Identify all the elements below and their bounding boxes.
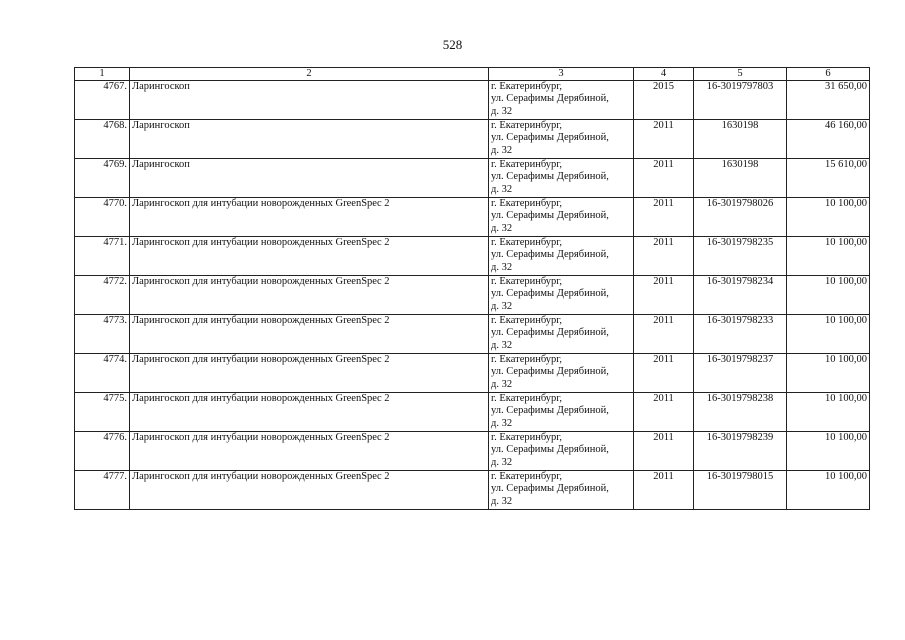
item-year: 2011 <box>634 159 694 198</box>
table-row <box>75 354 870 393</box>
item-address <box>489 198 634 237</box>
item-address <box>489 471 634 510</box>
inventory-number: 1630198 <box>694 120 787 159</box>
table-row <box>75 81 870 120</box>
item-address <box>489 237 634 276</box>
item-name: Ларингоскоп <box>130 81 489 120</box>
address-line: ул. Серафимы Дерябиной, <box>491 327 609 339</box>
table-body <box>75 81 870 510</box>
address-line: г. Екатеринбург, <box>491 198 563 209</box>
table-row <box>75 471 870 510</box>
item-year: 2011 <box>634 198 694 237</box>
address-line: ул. Серафимы Дерябиной, <box>491 249 609 261</box>
inventory-number: 16-3019798237 <box>694 354 787 393</box>
address-line: г. Екатеринбург, <box>491 120 563 131</box>
item-address <box>489 276 634 315</box>
inventory-number: 16-3019798233 <box>694 315 787 354</box>
table-row <box>75 120 870 159</box>
row-number: 4777. <box>75 471 130 510</box>
inventory-number: 16-3019798235 <box>694 237 787 276</box>
address-line: г. Екатеринбург, <box>491 432 563 443</box>
address-line: ул. Серафимы Дерябиной, <box>491 483 609 495</box>
header-col-5: 5 <box>694 68 787 81</box>
item-name: Ларингоскоп <box>130 159 489 198</box>
inventory-number: 16-3019798015 <box>694 471 787 510</box>
address-line: д. 32 <box>491 183 513 195</box>
inventory-number: 16-3019798238 <box>694 393 787 432</box>
header-col-4: 4 <box>634 68 694 81</box>
table-row <box>75 393 870 432</box>
item-year: 2011 <box>634 237 694 276</box>
address-line: д. 32 <box>491 339 513 351</box>
table-row <box>75 432 870 471</box>
item-address <box>489 354 634 393</box>
address-line: д. 32 <box>491 261 513 273</box>
row-number: 4769. <box>75 159 130 198</box>
item-address <box>489 81 634 120</box>
inventory-number: 16-3019798026 <box>694 198 787 237</box>
row-number: 4773. <box>75 315 130 354</box>
item-year: 2011 <box>634 354 694 393</box>
inventory-number: 16-3019798239 <box>694 432 787 471</box>
row-number: 4776. <box>75 432 130 471</box>
item-year: 2011 <box>634 471 694 510</box>
address-line: д. 32 <box>491 222 513 234</box>
table-row <box>75 315 870 354</box>
row-number: 4770. <box>75 198 130 237</box>
address-line: д. 32 <box>491 495 513 507</box>
table-row <box>75 159 870 198</box>
item-address <box>489 120 634 159</box>
table-row <box>75 198 870 237</box>
item-name: Ларингоскоп для интубации новорожденных GreenSpec 2 <box>130 354 489 393</box>
item-cost: 10 100,00 <box>787 471 870 510</box>
address-line: д. 32 <box>491 417 513 429</box>
item-cost: 10 100,00 <box>787 354 870 393</box>
address-line: ул. Серафимы Дерябиной, <box>491 405 609 417</box>
header-col-1: 1 <box>75 68 130 81</box>
address-line: г. Екатеринбург, <box>491 237 563 248</box>
address-line: г. Екатеринбург, <box>491 393 563 404</box>
address-line: г. Екатеринбург, <box>491 276 563 287</box>
item-name: Ларингоскоп для интубации новорожденных GreenSpec 2 <box>130 237 489 276</box>
address-line: д. 32 <box>491 378 513 390</box>
header-col-2: 2 <box>130 68 489 81</box>
inventory-number: 16-3019797803 <box>694 81 787 120</box>
address-line: ул. Серафимы Дерябиной, <box>491 366 609 378</box>
item-address <box>489 432 634 471</box>
row-number: 4774. <box>75 354 130 393</box>
address-line: ул. Серафимы Дерябиной, <box>491 171 609 183</box>
address-line: д. 32 <box>491 300 513 312</box>
item-year: 2011 <box>634 315 694 354</box>
item-address <box>489 159 634 198</box>
header-col-3: 3 <box>489 68 634 81</box>
address-line: г. Екатеринбург, <box>491 471 563 482</box>
item-name: Ларингоскоп <box>130 120 489 159</box>
item-name: Ларингоскоп для интубации новорожденных GreenSpec 2 <box>130 393 489 432</box>
item-cost: 10 100,00 <box>787 315 870 354</box>
header-row <box>75 68 870 81</box>
table-row <box>75 276 870 315</box>
item-cost: 10 100,00 <box>787 393 870 432</box>
row-number: 4768. <box>75 120 130 159</box>
address-line: г. Екатеринбург, <box>491 159 563 170</box>
address-line: г. Екатеринбург, <box>491 354 563 365</box>
item-year: 2011 <box>634 276 694 315</box>
item-name: Ларингоскоп для интубации новорожденных GreenSpec 2 <box>130 432 489 471</box>
address-line: г. Екатеринбург, <box>491 315 563 326</box>
item-cost: 10 100,00 <box>787 432 870 471</box>
row-number: 4775. <box>75 393 130 432</box>
item-address <box>489 393 634 432</box>
page-number: 528 <box>442 37 463 52</box>
item-cost: 10 100,00 <box>787 237 870 276</box>
address-line: д. 32 <box>491 144 513 156</box>
address-line: ул. Серафимы Дерябиной, <box>491 288 609 300</box>
header-col-6: 6 <box>787 68 870 81</box>
row-number: 4772. <box>75 276 130 315</box>
address-line: г. Екатеринбург, <box>491 81 563 92</box>
address-line: д. 32 <box>491 105 513 117</box>
item-year: 2015 <box>634 81 694 120</box>
item-year: 2011 <box>634 432 694 471</box>
item-cost: 10 100,00 <box>787 198 870 237</box>
item-year: 2011 <box>634 120 694 159</box>
inventory-table <box>74 67 870 510</box>
row-number: 4771. <box>75 237 130 276</box>
item-cost: 31 650,00 <box>787 81 870 120</box>
item-name: Ларингоскоп для интубации новорожденных GreenSpec 2 <box>130 198 489 237</box>
item-name: Ларингоскоп для интубации новорожденных GreenSpec 2 <box>130 315 489 354</box>
address-line: ул. Серафимы Дерябиной, <box>491 210 609 222</box>
address-line: д. 32 <box>491 456 513 468</box>
inventory-number: 16-3019798234 <box>694 276 787 315</box>
item-cost: 46 160,00 <box>787 120 870 159</box>
row-number: 4767. <box>75 81 130 120</box>
address-line: ул. Серафимы Дерябиной, <box>491 93 609 105</box>
table-row <box>75 237 870 276</box>
item-year: 2011 <box>634 393 694 432</box>
item-cost: 10 100,00 <box>787 276 870 315</box>
address-line: ул. Серафимы Дерябиной, <box>491 132 609 144</box>
item-name: Ларингоскоп для интубации новорожденных GreenSpec 2 <box>130 276 489 315</box>
address-line: ул. Серафимы Дерябиной, <box>491 444 609 456</box>
item-name: Ларингоскоп для интубации новорожденных GreenSpec 2 <box>130 471 489 510</box>
inventory-number: 1630198 <box>694 159 787 198</box>
item-cost: 15 610,00 <box>787 159 870 198</box>
item-address <box>489 315 634 354</box>
